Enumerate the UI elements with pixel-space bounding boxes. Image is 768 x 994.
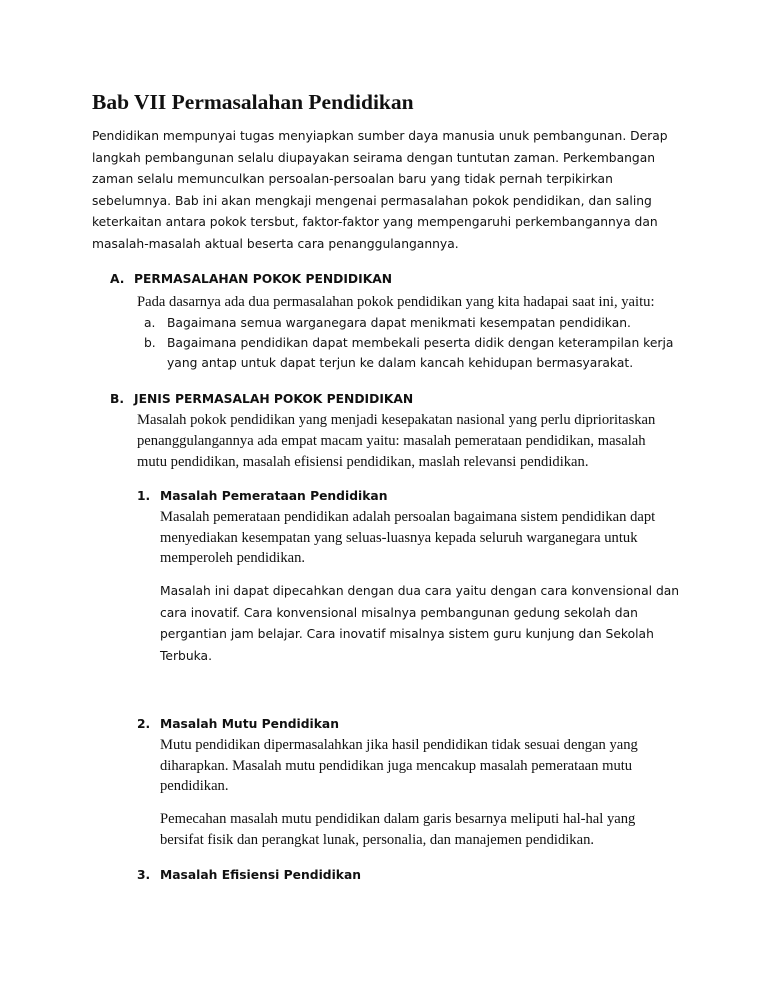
list-item: Bagaimana semua warganegara dapat menikmati kesempatan pendidikan. (167, 316, 631, 330)
subsection-2-text-line: diharapkan. Masalah mutu pendidikan juga mencakup masalah pemerataan mutu (160, 758, 633, 774)
section-a-text: Pada dasarnya ada dua permasalahan pokok pendidikan yang kita hadapai saat ini, yaitu: (137, 294, 655, 310)
subsection-1-text-line: Masalah ini dapat dipecahkan dengan dua cara yaitu dengan cara konvensional dan (160, 584, 680, 598)
intro-paragraph (92, 126, 692, 256)
section-b-text-line: penanggulangannya ada empat macam yaitu: masalah pemerataan pendidikan, masalah (137, 433, 646, 449)
section-b-marker: B. (110, 392, 125, 406)
subsection-2-text-line: bersifat fisik dan perangkat lunak, personalia, dan manajemen pendidikan. (160, 832, 595, 848)
subsection-2-text-line: Mutu pendidikan dipermasalahkan jika hasil pendidikan tidak sesuai dengan yang (160, 737, 638, 753)
subsection-1-text-line: Masalah pemerataan pendidikan adalah persoalan bagaimana sistem pendidikan dapt (160, 509, 656, 525)
subsection-1-text-line: memperoleh pendidikan. (160, 550, 306, 566)
list-item-continuation: yang antap untuk dapat terjun ke dalam kancah kehidupan bermasyarakat. (167, 356, 634, 370)
list-item-marker: a. (144, 316, 156, 330)
intro-line: Pendidikan mempunyai tugas menyiapkan sumber daya manusia unuk pembangunan. Derap (92, 129, 668, 143)
list-item-marker: b. (144, 336, 156, 350)
subsection-1-text-line: Terbuka. (160, 649, 212, 663)
subsection-1-text-line: pergantian jam belajar. Cara inovatif misalnya sistem guru kunjung dan Sekolah (160, 627, 654, 641)
list-item: Bagaimana pendidikan dapat membekali peserta didik dengan keterampilan kerja (167, 336, 674, 350)
intro-line: langkah pembangunan selalu diupayakan seirama dengan tuntutan zaman. Perkembangan (92, 150, 656, 165)
subsection-1-marker: 1. (137, 489, 151, 503)
page-title: Bab VII Permasalahan Pendidikan (92, 90, 414, 114)
section-b-text-line: mutu pendidikan, masalah efisiensi pendidikan, maslah relevansi pendidikan. (137, 454, 589, 470)
subsection-3-marker: 3. (137, 868, 151, 882)
subsection-1-heading: Masalah Pemerataan Pendidikan (160, 489, 388, 503)
intro-line: zaman selalu memunculkan persoalan-persoalan baru yang tidak pernah terpikirkan (92, 172, 613, 187)
section-a-heading: PERMASALAHAN POKOK PENDIDIKAN (134, 272, 393, 286)
intro-line: keterkaitan antara pokok tersbut, faktor-faktor yang mempengaruhi perkembangannya dan (92, 215, 658, 230)
subsection-1-text-line: cara inovatif. Cara konvensional misalnya pembangunan gedung sekolah dan (160, 606, 638, 620)
intro-line: sebelumnya. Bab ini akan mengkaji mengenai permasalahan pokok pendidikan, dan saling (92, 193, 652, 208)
subsection-1-text-line: menyediakan kesempatan yang seluas-luasnya kepada seluruh warganegara untuk (160, 530, 638, 546)
section-b-text-line: Masalah pokok pendidikan yang menjadi kesepakatan nasional yang perlu diprioritaskan (137, 412, 656, 428)
section-a-marker: A. (110, 272, 125, 286)
subsection-3-heading: Masalah Efisiensi Pendidikan (160, 868, 362, 882)
subsection-2-heading: Masalah Mutu Pendidikan (160, 717, 339, 731)
intro-line: masalah-masalah aktual beserta cara penanggulangannya. (92, 236, 459, 251)
subsection-2-text-line: pendidikan. (160, 778, 229, 794)
subsection-2-marker: 2. (137, 717, 151, 731)
section-b-heading: JENIS PERMASALAH POKOK PENDIDIKAN (134, 392, 414, 406)
subsection-2-text-line: Pemecahan masalah mutu pendidikan dalam garis besarnya meliputi hal-hal yang (160, 811, 636, 827)
